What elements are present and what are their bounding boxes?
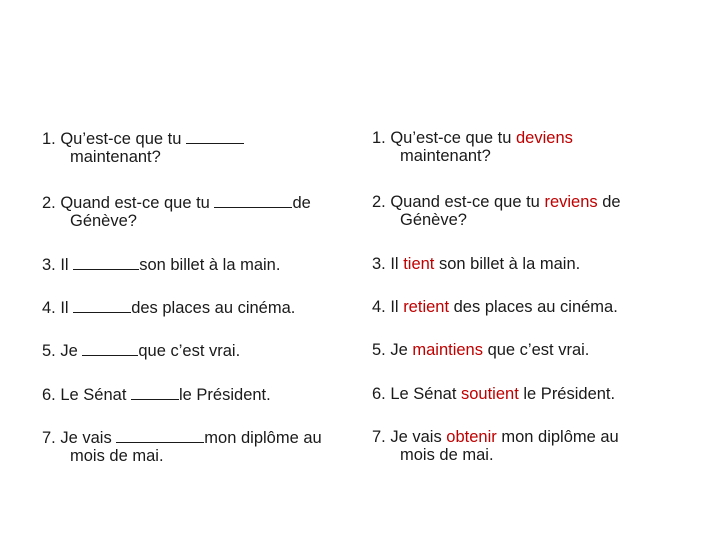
answer-line2: Génève? bbox=[400, 211, 467, 229]
answer-blank bbox=[131, 385, 179, 400]
answer-5 bbox=[372, 341, 589, 359]
answer-6 bbox=[372, 385, 615, 403]
answer-blank bbox=[82, 341, 138, 356]
question-text: 7. Je vais bbox=[42, 429, 117, 447]
answer-text-after: de bbox=[597, 193, 621, 211]
answer-blank bbox=[73, 255, 139, 270]
question-text: 6. Le Sénat bbox=[42, 386, 131, 404]
answer-4 bbox=[372, 298, 618, 316]
question-3 bbox=[42, 255, 280, 274]
answer-word: tient bbox=[403, 255, 435, 273]
answer-word: maintiens bbox=[412, 341, 483, 359]
question-5 bbox=[42, 341, 240, 360]
answer-text: 5. Je bbox=[372, 341, 413, 359]
question-text: 3. Il bbox=[42, 256, 74, 274]
answer-text-after: le Président. bbox=[518, 385, 616, 403]
answer-text-after: son billet à la main. bbox=[434, 255, 581, 273]
question-7 bbox=[42, 428, 322, 465]
answer-text: 7. Je vais bbox=[372, 428, 447, 446]
question-line2: Génève? bbox=[70, 212, 137, 230]
question-line2: maintenant? bbox=[70, 148, 161, 166]
answer-text: 3. Il bbox=[372, 255, 404, 273]
answer-text: 2. Quand est-ce que tu bbox=[372, 193, 545, 211]
question-text: 5. Je bbox=[42, 342, 83, 360]
question-text: 4. Il bbox=[42, 299, 74, 317]
answer-3 bbox=[372, 255, 580, 273]
answer-blank bbox=[73, 298, 131, 313]
answer-text-after: des places au cinéma. bbox=[449, 298, 618, 316]
answer-text: 1. Qu’est-ce que tu bbox=[372, 129, 516, 147]
answer-7 bbox=[372, 428, 619, 464]
answer-text-after: mon diplôme au bbox=[496, 428, 619, 446]
answer-word: retient bbox=[403, 298, 450, 316]
question-text-after: de bbox=[292, 194, 311, 212]
answer-2 bbox=[372, 193, 621, 229]
answer-text: 4. Il bbox=[372, 298, 404, 316]
question-6 bbox=[42, 385, 271, 404]
answer-line2: maintenant? bbox=[400, 147, 491, 165]
answer-word: deviens bbox=[516, 129, 573, 147]
answer-word: obtenir bbox=[446, 428, 497, 446]
question-text-after: mon diplôme au bbox=[204, 429, 322, 447]
answer-1 bbox=[372, 129, 573, 165]
answer-blank bbox=[214, 193, 292, 208]
question-2 bbox=[42, 193, 311, 230]
question-text-after: des places au cinéma. bbox=[131, 299, 296, 317]
answer-text-after: que c’est vrai. bbox=[482, 341, 590, 359]
question-4 bbox=[42, 298, 295, 317]
answer-word: soutient bbox=[461, 385, 519, 403]
answer-blank bbox=[116, 428, 204, 443]
question-text-after: son billet à la main. bbox=[139, 256, 281, 274]
question-line2: mois de mai. bbox=[70, 447, 164, 465]
answer-line2: mois de mai. bbox=[400, 446, 494, 464]
answer-word: reviens bbox=[544, 193, 598, 211]
question-text-after: le Président. bbox=[179, 386, 271, 404]
question-1 bbox=[42, 129, 342, 166]
question-text: 1. Qu’est-ce que tu bbox=[42, 130, 186, 148]
answer-text: 6. Le Sénat bbox=[372, 385, 461, 403]
answer-blank bbox=[186, 129, 244, 144]
question-text: 2. Quand est-ce que tu bbox=[42, 194, 215, 212]
question-text-after: que c’est vrai. bbox=[138, 342, 241, 360]
